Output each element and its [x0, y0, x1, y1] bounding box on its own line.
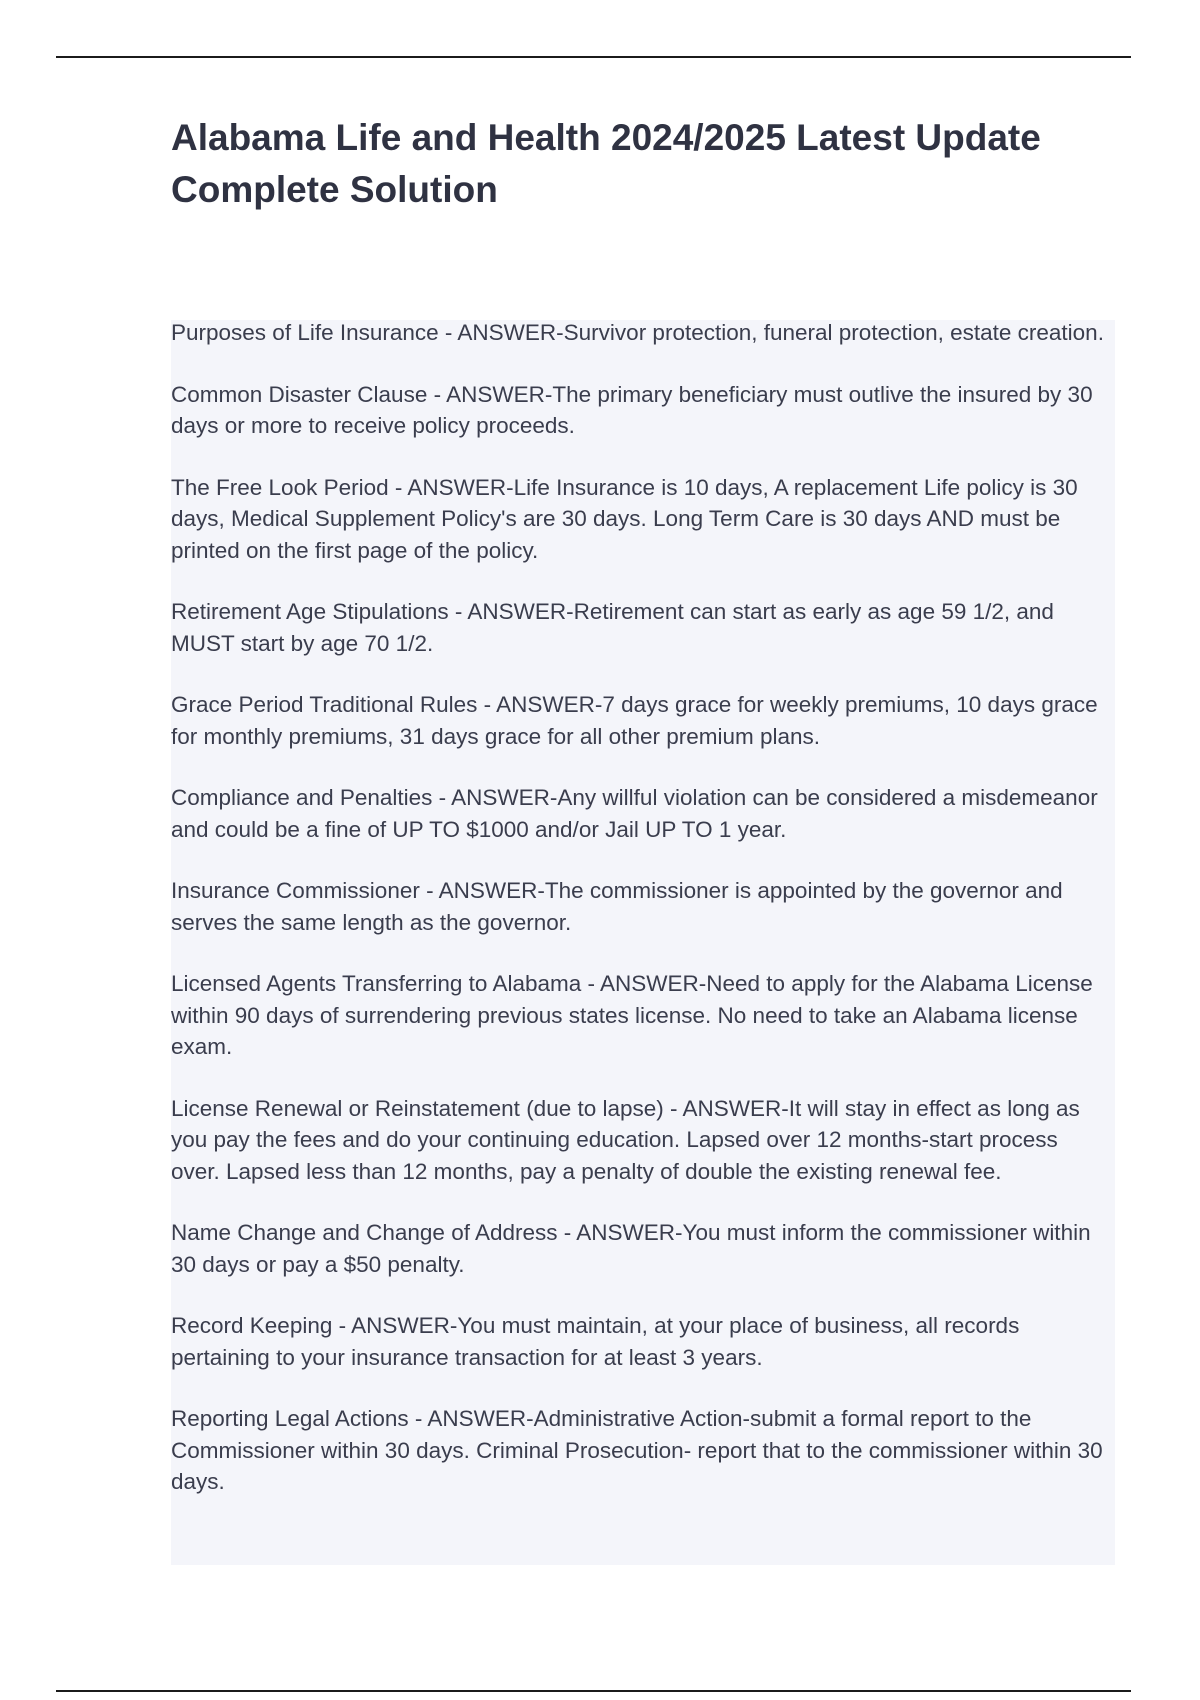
qa-item: Name Change and Change of Address - ANSWER-You must inform the commissioner within 30 days or pay a $50 penalty. — [171, 1220, 1091, 1277]
qa-item: License Renewal or Reinstatement (due to lapse) - ANSWER-It will stay in effect as long as you pay the fees and do your continuing education. Lapsed over 12 months-start process over. Lapsed less than 12 months, pay a penalty of double the existing renewal fee. — [171, 1095, 1080, 1184]
qa-item: Common Disaster Clause - ANSWER-The primary beneficiary must outlive the insured by 30 days or more to receive policy proceeds. — [171, 381, 1093, 438]
qa-item: Insurance Commissioner - ANSWER-The commissioner is appointed by the governor and serves the same length as the governor. — [171, 878, 1063, 935]
qa-item: The Free Look Period - ANSWER-Life Insurance is 10 days, A replacement Life policy is 30 days, Medical Supplement Policy's are 30 days. Long Term Care is 30 days AND must be printed on the first page of the policy. — [171, 474, 1078, 563]
bottom-divider — [56, 1690, 1131, 1692]
qa-item: Compliance and Penalties - ANSWER-Any willful violation can be considered a misdemeanor and could be a fine of UP TO $1000 and/or Jail UP TO 1 year. — [171, 785, 1098, 842]
qa-list — [171, 317, 1106, 1528]
qa-item: Reporting Legal Actions - ANSWER-Administrative Action-submit a formal report to the Commissioner within 30 days. Criminal Prosecution- report that to the commissioner within 30 days. — [171, 1406, 1103, 1494]
qa-item: Grace Period Traditional Rules - ANSWER-7 days grace for weekly premiums, 10 days grace for monthly premiums, 31 days grace for all other premium plans. — [171, 692, 1098, 749]
qa-item: Retirement Age Stipulations - ANSWER-Retirement can start as early as age 59 1/2, and MUST start by age 70 1/2. — [171, 599, 1054, 656]
top-divider — [56, 56, 1131, 58]
qa-item: Purposes of Life Insurance - ANSWER-Survivor protection, funeral protection, estate creation. — [171, 320, 1104, 345]
qa-item: Licensed Agents Transferring to Alabama - ANSWER-Need to apply for the Alabama License within 90 days of surrendering previous states license. No need to take an Alabama license exam. — [171, 971, 1093, 1059]
document-title: Alabama Life and Health 2024/2025 Latest Update Complete Solution — [171, 117, 1041, 210]
qa-item: Record Keeping - ANSWER-You must maintain, at your place of business, all records pertaining to your insurance transaction for at least 3 years. — [171, 1313, 1020, 1370]
